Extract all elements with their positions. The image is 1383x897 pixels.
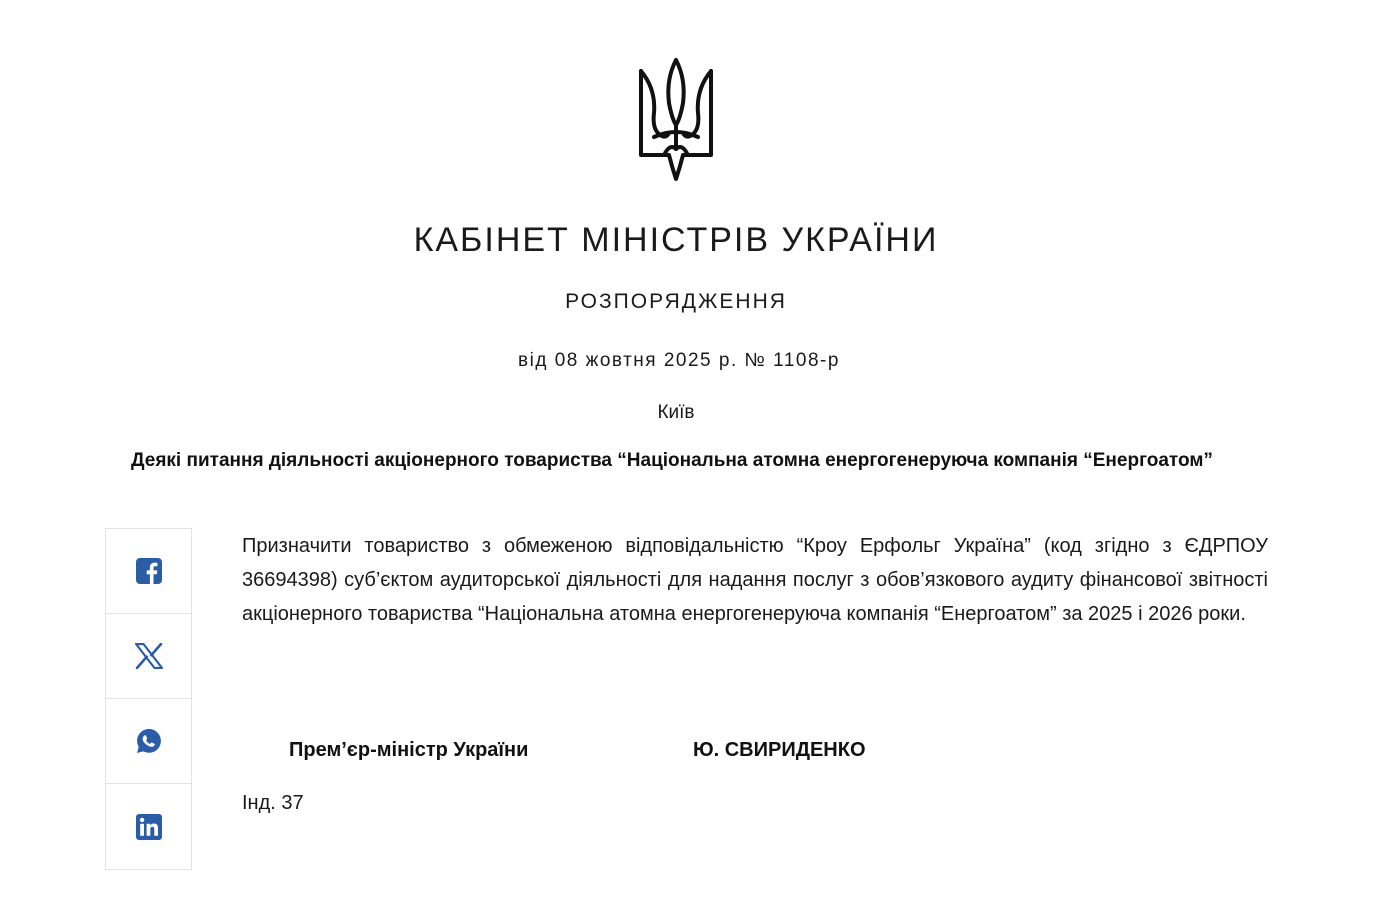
document-index: Інд. 37 [242,792,304,814]
state-emblem-icon [636,57,716,183]
signature-position: Прем’єр-міністр України [289,739,529,761]
share-whatsapp-button[interactable] [106,699,191,784]
share-sidebar [105,528,192,870]
document-type: РОЗПОРЯДЖЕННЯ [565,290,787,313]
share-facebook-button[interactable] [106,529,191,614]
signature-name: Ю. СВИРИДЕНКО [693,739,866,761]
share-linkedin-button[interactable] [106,784,191,869]
document-subject: Деякі питання діяльності акціонерного товариства “Національна атомна енергогенеруюча компанія “Енергоатом” [131,450,1213,471]
document-date-number: від 08 жовтня 2025 р. № 1108-р [518,350,840,371]
document-body: Призначити товариство з обмеженою відповідальністю “Кроу Ерфольг Україна” (код згідно з ЄДРПОУ 36694398) суб’єктом аудиторської діяльності для надання послуг з обов’язкового аудиту фінансової звітності акціонерного товариства “Національна атомна енергогенеруюча компанія “Енергоатом” за 2025 і 2026 роки. [242,535,1268,625]
x-twitter-icon [135,643,163,669]
facebook-icon [136,558,162,584]
share-x-button[interactable] [106,614,191,699]
whatsapp-icon [136,728,162,754]
linkedin-icon [136,814,162,840]
document-city: Київ [657,402,695,423]
organization-title: КАБІНЕТ МІНІСТРІВ УКРАЇНИ [413,221,939,259]
